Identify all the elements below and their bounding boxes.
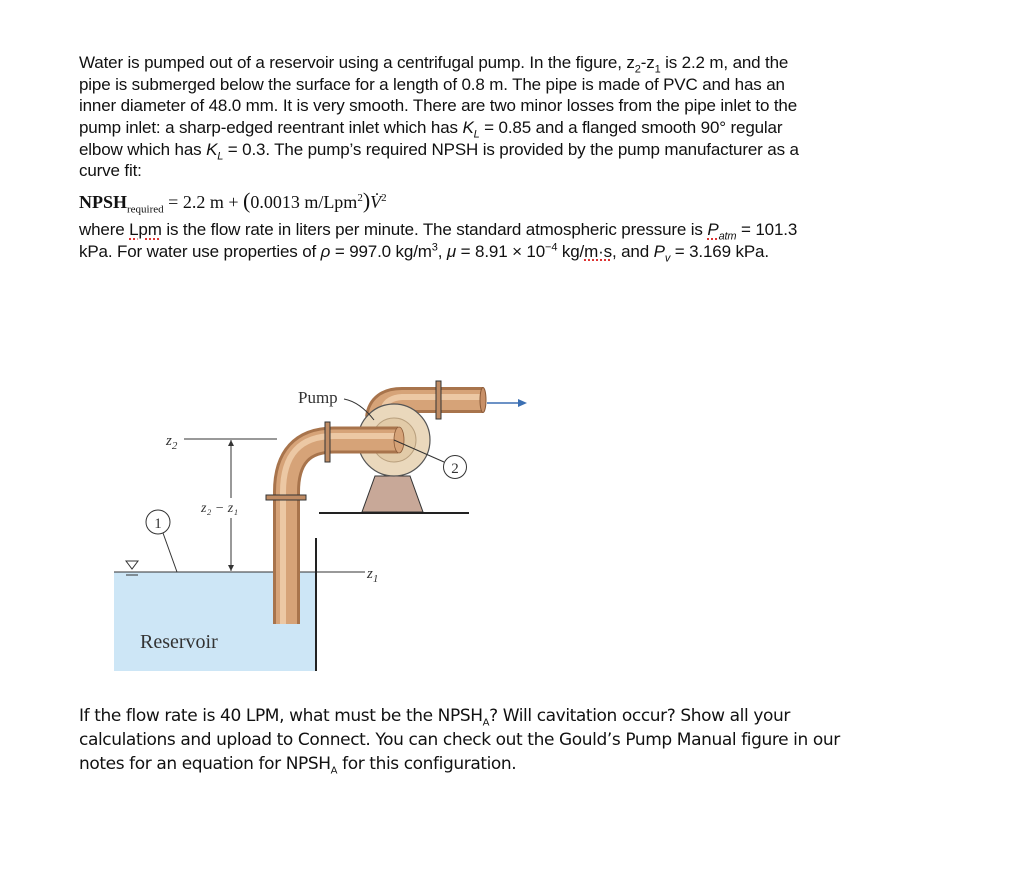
text: is 2.2 m, and the <box>660 53 789 72</box>
text: ( <box>242 188 251 213</box>
pump-base <box>362 476 423 512</box>
text: for this configuration. <box>337 754 517 774</box>
text: = 0.85 and a flanged smooth 90° regular <box>479 118 783 138</box>
text: curve fit: <box>79 161 142 181</box>
text: pipe is submerged below the surface for a length of 0.8 m. The pipe is made of PVC and has an <box>79 74 785 94</box>
spellcheck-word: m·s <box>584 241 612 261</box>
text: A <box>330 765 338 777</box>
text: K <box>462 118 474 138</box>
text: L <box>473 128 480 141</box>
text: pump inlet: a sharp-edged reentrant inlet which has <box>79 118 463 138</box>
elbow-flange-vertical <box>266 495 306 500</box>
text: required <box>127 203 164 216</box>
text: ? Will cavitation occur? Show all your <box>489 706 790 726</box>
text: ρ <box>320 241 331 261</box>
question-text <box>79 704 840 776</box>
pipe-inlet-end <box>394 427 404 453</box>
text: is the flow rate in liters per minute. The standard atmospheric pressure is <box>161 220 708 239</box>
text: 2 <box>357 192 363 204</box>
text: −4 <box>545 241 558 254</box>
text: 0.0013 m/Lpm <box>250 192 358 212</box>
z1-label: $z_1$ <box>367 566 379 585</box>
point1-label: 1 <box>154 516 162 532</box>
text: = 8.91 × 10 <box>456 241 546 261</box>
text: P <box>653 241 665 261</box>
pump-label: Pump <box>298 388 338 407</box>
text: L <box>217 150 224 163</box>
text: ) <box>362 188 371 213</box>
text: calculations and upload to Connect. You can check out the Gould’s Pump Manual figure in our <box>79 730 840 750</box>
text: atm <box>718 230 737 243</box>
arrow-head-icon <box>518 399 527 407</box>
text: v <box>664 252 671 265</box>
text: notes for an equation for NPSH <box>79 754 331 774</box>
text: A <box>482 717 490 729</box>
text: V̇ <box>370 192 382 212</box>
text: = 0.3. The pump’s required NPSH is provided by the pump manufacturer as a <box>223 139 799 159</box>
text: , and <box>611 241 654 261</box>
text: elbow which has <box>79 139 207 159</box>
dimension-arrow-down-icon <box>228 565 234 571</box>
text: 2 <box>381 192 387 204</box>
text: If the flow rate is 40 LPM, what must be the NPSH <box>79 706 483 726</box>
text: NPSH <box>79 192 128 212</box>
z2-minus-z1-label: z₂ − z₁ <box>201 501 239 516</box>
text: 1 <box>654 63 661 76</box>
text: , <box>437 241 447 261</box>
text: = 2.2 m + <box>163 192 243 212</box>
text: kPa. For water use properties of <box>79 241 321 261</box>
outlet-flange <box>436 381 441 419</box>
text: P <box>707 220 719 239</box>
dimension-arrow-up-icon <box>228 440 234 446</box>
pipe-end <box>480 388 486 413</box>
text: Water is pumped out of a reservoir using a centrifugal pump. In the figure, z <box>79 53 635 72</box>
reservoir-label: Reservoir <box>140 631 218 653</box>
text: kg/ <box>557 241 585 261</box>
elbow-flange-horizontal <box>325 422 330 462</box>
text: 3 <box>431 241 438 254</box>
point2-label: 2 <box>451 461 459 477</box>
point1-leader <box>163 533 177 572</box>
text: K <box>206 139 218 159</box>
z2-label: $z_2$ <box>166 433 178 452</box>
text: inner diameter of 48.0 mm. It is very smooth. There are two minor losses from the pipe inlet to the <box>79 96 798 116</box>
text: 2 <box>634 63 641 76</box>
spellcheck-word: Lpm <box>129 220 162 239</box>
text: = 997.0 kg/m <box>330 241 432 261</box>
text: -z <box>640 53 655 72</box>
free-surface-symbol-icon <box>126 561 138 569</box>
text: μ <box>446 241 457 261</box>
text: = 101.3 <box>736 220 798 239</box>
text: where <box>79 220 130 239</box>
text: = 3.169 kPa. <box>670 241 769 261</box>
